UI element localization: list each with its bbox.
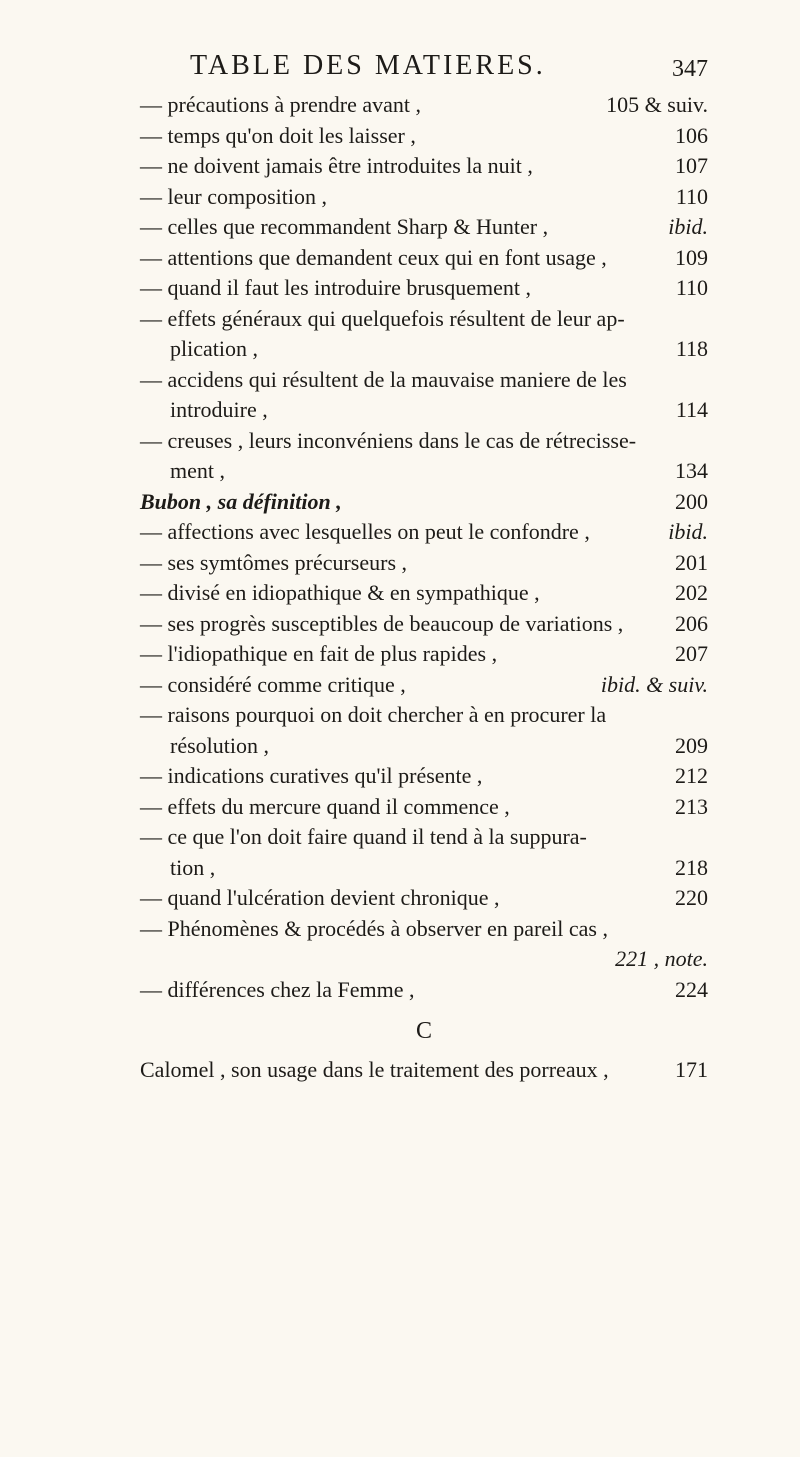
index-entry: — l'idiopathique en fait de plus rapides , 207 <box>140 639 708 670</box>
index-entry: — affections avec lesquelles on peut le confondre , ibid. <box>140 517 708 548</box>
page-ref: 209 <box>675 732 708 758</box>
index-entry: — effets généraux qui quelquefois résultent de leur ap- <box>140 305 625 331</box>
page-ref: 200 <box>675 488 708 514</box>
index-entry: — leur composition , 110 <box>140 182 708 213</box>
page-ref: 107 <box>675 153 708 178</box>
page-number: 347 <box>672 56 708 82</box>
page-ref: 207 <box>675 641 708 666</box>
index-entry: — celles que recommandent Sharp & Hunter , ibid. <box>140 212 708 243</box>
page-ref: 105 & suiv. <box>606 92 708 117</box>
page-ref: 106 <box>675 122 708 148</box>
index-entry-continuation <box>140 944 708 975</box>
page-ref: ibid. <box>668 519 708 544</box>
index-entry: — temps qu'on doit les laisser , 106 <box>140 121 708 152</box>
page-ref: 220 <box>675 885 708 910</box>
page-ref: 201 <box>675 549 708 575</box>
index-entry: — accidens qui résultent de la mauvaise maniere de les <box>140 366 627 392</box>
running-title: TABLE DES MATIERES. <box>190 50 546 81</box>
index-entry-continuation: introduire , 114 <box>140 395 708 426</box>
index-entry: — ses progrès susceptibles de beaucoup de variations , 206 <box>140 609 708 640</box>
index-entry: — considéré comme critique , ibid. & suiv. <box>140 670 708 701</box>
page-ref: 218 <box>675 854 708 880</box>
index-entry: — divisé en idiopathique & en sympathique , 202 <box>140 578 708 609</box>
page-ref: 171 <box>675 1057 708 1082</box>
index-entry-continuation: plication , 118 <box>140 334 708 365</box>
index-headword-entry: Calomel , son usage dans le traitement des porreaux , 171 <box>140 1055 708 1086</box>
page-ref: 110 <box>675 183 708 209</box>
page-ref: 202 <box>675 580 708 605</box>
index-entry-continuation: résolution , 209 <box>140 731 708 762</box>
index-entry: — ce que l'on doit faire quand il tend à la suppura- <box>140 824 587 849</box>
index-entries <box>140 90 708 1086</box>
index-entry: — indications curatives qu'il présente , 212 <box>140 761 708 792</box>
page-ref: ibid. <box>668 214 708 239</box>
index-entry-continuation: ment , 134 <box>140 456 708 487</box>
page-ref: 114 <box>675 397 708 422</box>
index-entry: — quand il faut les introduire brusquement , 110 <box>140 273 708 304</box>
index-entry: — effets du mercure quand il commence , 213 <box>140 792 708 823</box>
page-ref: 109 <box>675 244 708 270</box>
index-entry: — attentions que demandent ceux qui en font usage , 109 <box>140 243 708 274</box>
page-ref: 110 <box>675 275 708 300</box>
index-entry: — précautions à prendre avant , 105 & suiv. <box>140 90 708 121</box>
index-entry-continuation: tion , 218 <box>140 853 708 884</box>
page-ref: 134 <box>675 458 708 483</box>
page-ref: 224 <box>675 976 708 1002</box>
index-entry: — ne doivent jamais être introduites la nuit , 107 <box>140 151 708 182</box>
page-header <box>150 50 710 90</box>
page-ref: 118 <box>675 336 708 361</box>
page-ref: 213 <box>675 793 708 819</box>
page-ref: 221 , note. <box>615 946 708 971</box>
page-ref: 212 <box>675 763 708 788</box>
page-ref: 206 <box>675 610 708 636</box>
section-letter: C <box>415 1018 432 1044</box>
index-entry: — raisons pourquoi on doit chercher à en procurer la <box>140 702 607 727</box>
page-ref: ibid. & suiv. <box>600 671 708 697</box>
index-headword-entry: Bubon , sa définition , 200 <box>140 487 708 518</box>
index-entry: — creuses , leurs inconvéniens dans le cas de rétrecisse- <box>140 427 637 453</box>
index-entry: — quand l'ulcération devient chronique , 220 <box>140 883 708 914</box>
index-entry: — Phénomènes & procédés à observer en pareil cas , <box>140 915 608 941</box>
index-entry: — ses symtômes précurseurs , 201 <box>140 548 708 579</box>
index-entry: — différences chez la Femme , 224 <box>140 975 708 1006</box>
